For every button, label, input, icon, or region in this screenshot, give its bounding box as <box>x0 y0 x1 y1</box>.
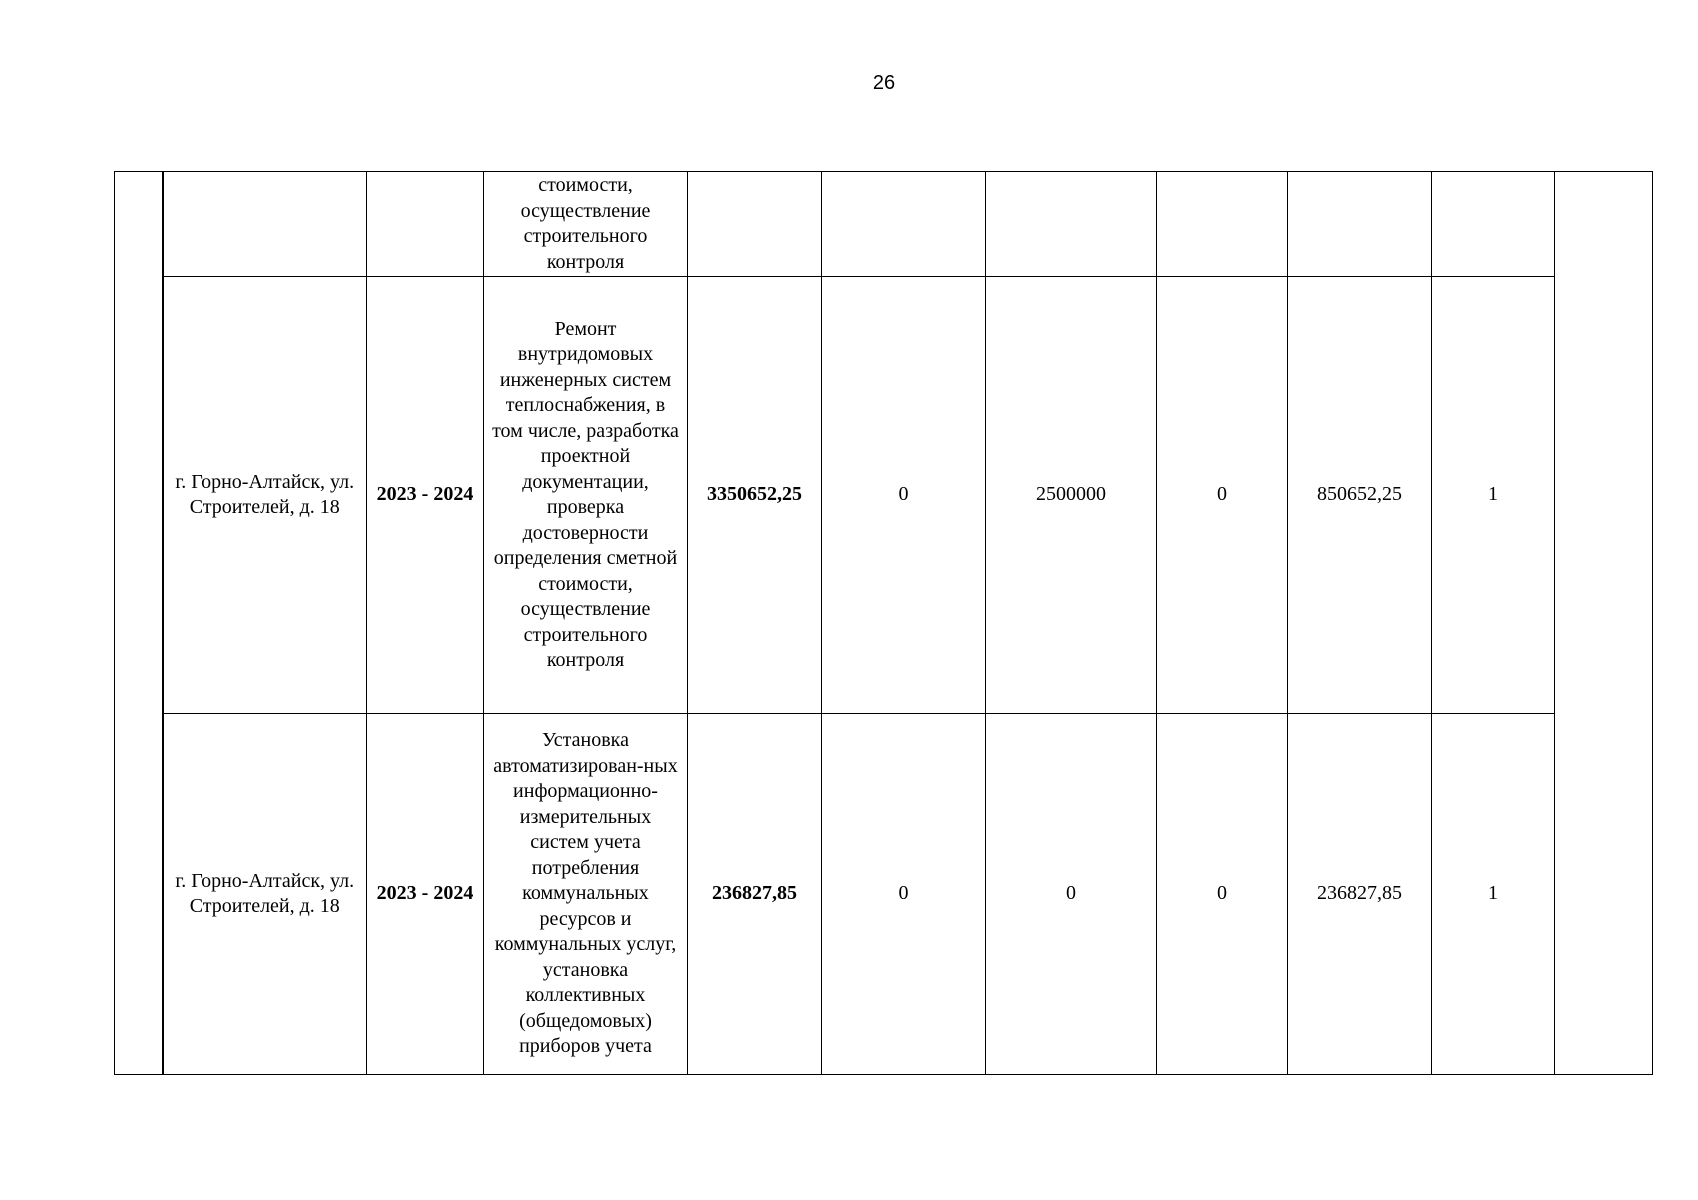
value-cell <box>1432 172 1555 277</box>
table-row <box>115 172 1653 277</box>
period-cell: 2023 - 2024 <box>367 277 484 714</box>
total-cell <box>688 172 822 277</box>
value-cell: 0 <box>1157 277 1288 714</box>
value-cell: 850652,25 <box>1288 277 1432 714</box>
address-cell: г. Горно-Алтайск, ул. Строителей, д. 18 <box>163 714 367 1075</box>
table-row <box>115 714 1653 1075</box>
table-row <box>115 277 1653 714</box>
value-cell <box>1288 172 1432 277</box>
period-cell: 2023 - 2024 <box>367 714 484 1075</box>
value-cell: 0 <box>986 714 1157 1075</box>
value-cell: 2500000 <box>986 277 1157 714</box>
address-cell: г. Горно-Алтайск, ул. Строителей, д. 18 <box>163 277 367 714</box>
value-cell: 0 <box>822 277 986 714</box>
works-table <box>114 171 1653 1075</box>
total-cell: 236827,85 <box>688 714 822 1075</box>
description-cell: стоимости, осуществление строительного контроля <box>484 172 688 277</box>
page-number: 26 <box>872 72 896 94</box>
index-cell <box>115 172 163 1075</box>
last-cell <box>1555 172 1653 1075</box>
value-cell: 0 <box>1157 714 1288 1075</box>
value-cell <box>986 172 1157 277</box>
value-cell: 1 <box>1432 277 1555 714</box>
total-cell: 3350652,25 <box>688 277 822 714</box>
value-cell: 236827,85 <box>1288 714 1432 1075</box>
description-cell: Ремонт внутридомовых инженерных систем теплоснабжения, в том числе, разработка проектной документации, проверка достоверности определения сметной стоимости, осуществление строительного контроля <box>484 277 688 714</box>
value-cell <box>1157 172 1288 277</box>
value-cell: 0 <box>822 714 986 1075</box>
address-cell <box>163 172 367 277</box>
period-cell <box>367 172 484 277</box>
value-cell: 1 <box>1432 714 1555 1075</box>
description-cell: Установка автоматизирован-ных информационно-измерительных систем учета потребления коммунальных ресурсов и коммунальных услуг, установка коллективных (общедомовых) приборов учета <box>484 714 688 1075</box>
value-cell <box>822 172 986 277</box>
